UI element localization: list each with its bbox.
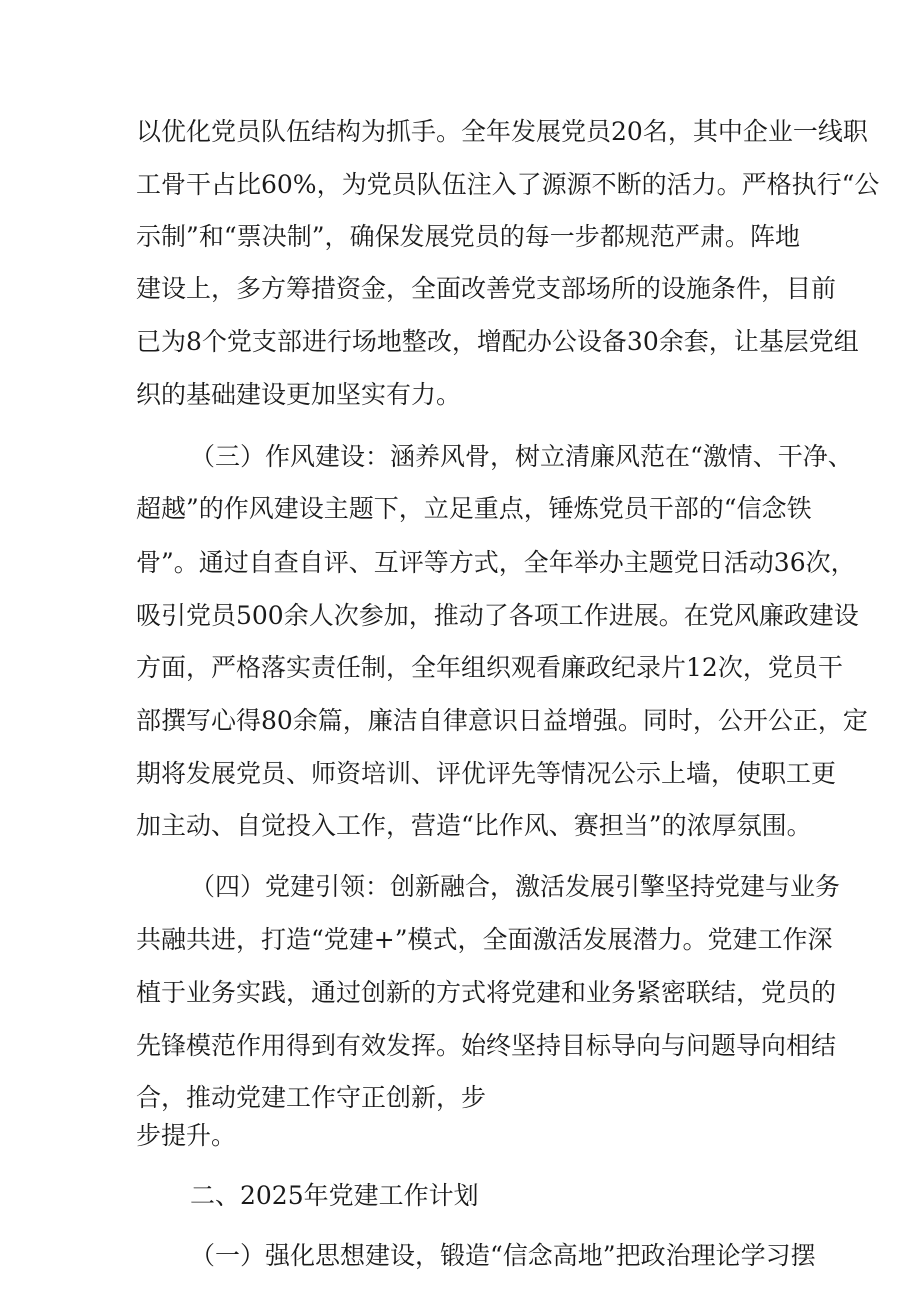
paragraph-3-line-5: 合，推动党建工作守正创新，步 [136,1083,487,1112]
paragraph-1-line-3: 示制”和“票决制”，确保发展党员的每一步都规范严肃。阵地 [136,222,800,251]
paragraph-2-line-1: （三）作风建设：涵养风骨，树立清廉风范在“激情、干净、 [190,442,853,471]
paragraph-3-line-1: （四）党建引领：创新融合，激活发展引擎坚持党建与业务 [190,872,841,901]
paragraph-1-line-1: 以优化党员队伍结构为抓手。全年发展党员20名，其中企业一线职 [136,117,868,146]
paragraph-2-line-2: 超越”的作风建设主题下，立足重点，锤炼党员干部的“信念铁 [136,494,812,523]
section-heading: 二、2025年党建工作计划 [190,1181,479,1210]
paragraph-3-line-2: 共融共进，打造“党建+”模式，全面激活发展潜力。党建工作深 [136,925,833,954]
paragraph-1-line-4: 建设上，多方筹措资金，全面改善党支部场所的设施条件，目前 [136,274,837,303]
paragraph-3-line-3: 植于业务实践，通过创新的方式将党建和业务紧密联结，党员的 [136,978,837,1007]
paragraph-1-line-6: 织的基础建设更加坚实有力。 [136,380,462,409]
paragraph-2-line-5: 方面，严格落实责任制，全年组织观看廉政纪录片12次，党员干 [136,653,843,682]
paragraph-2-line-4: 吸引党员500余人次参加，推动了各项工作进展。在党风廉政建设 [136,601,859,630]
paragraph-2-line-8: 加主动、自觉投入工作，营造“比作风、赛担当”的浓厚氛围。 [136,811,812,840]
paragraph-2-line-7: 期将发展党员、师资培训、评优评先等情况公示上墙，使职工更 [136,759,837,788]
paragraph-1-line-5: 已为8个党支部进行场地整改，增配办公设备30余套，让基层党组 [136,327,859,356]
paragraph-3-line-6: 步提升。 [136,1121,237,1150]
paragraph-3-line-4: 先锋模范作用得到有效发挥。始终坚持目标导向与问题导向相结 [136,1031,837,1060]
paragraph-4-line-1: （一）强化思想建设，锻造“信念高地”把政治理论学习摆 [190,1241,816,1270]
paragraph-1-line-2: 工骨干占比60%，为党员队伍注入了源源不断的活力。严格执行“公 [136,170,880,199]
paragraph-2-line-6: 部撰写心得80余篇，廉洁自律意识日益增强。同时，公开公正，定 [136,706,868,735]
paragraph-2-line-3: 骨”。通过自查自评、互评等方式，全年举办主题党日活动36次， [136,548,856,577]
